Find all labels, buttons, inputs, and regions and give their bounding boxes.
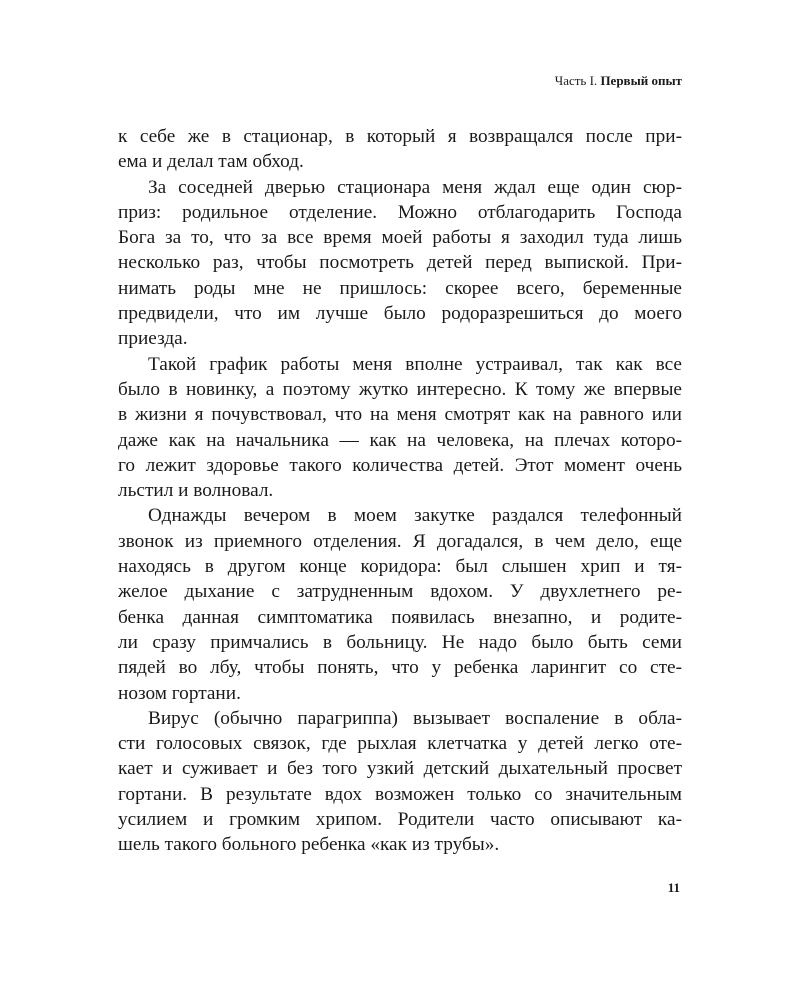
text-line: к себе же в стационар, в который я возвращался после при- xyxy=(118,126,682,147)
text-line: приз: родильное отделение. Можно отблагодарить Господа xyxy=(118,201,682,223)
text-line: Такой график работы меня вполне устраивал, так как все xyxy=(148,353,682,375)
text-line: нимать роды мне не пришлось: скорее всего, беременные xyxy=(118,277,682,299)
text-line: Бога за то, что за все время моей работы я заходил туда лишь xyxy=(118,227,682,249)
text-line: пядей во лбу, чтобы понять, что у ребенка ларингит со сте- xyxy=(118,657,682,679)
text-line: кает и суживает и без того узкий детский дыхательный просвет xyxy=(118,758,682,780)
text-line: приезда. xyxy=(118,328,188,350)
text-line: сти голосовых связок, где рыхлая клетчатка у детей легко оте- xyxy=(118,733,682,755)
text-line: За соседней дверью стационара меня ждал еще один сюр- xyxy=(148,176,682,198)
text-line: ли сразу примчались в больницу. Не надо было быть семи xyxy=(118,631,682,653)
text-line: шель такого больного ребенка «как из трубы». xyxy=(118,834,500,856)
text-line: находясь в другом конце коридора: был слышен хрип и тя- xyxy=(118,556,682,578)
text-line: было в новинку, а поэтому жутко интересно. К тому же впервые xyxy=(118,378,682,400)
running-header xyxy=(555,72,682,90)
part-label: Часть I. xyxy=(554,73,598,88)
text-line: бенка данная симптоматика появилась внезапно, и родите- xyxy=(118,606,682,628)
text-line: Однажды вечером в моем закутке раздался телефонный xyxy=(148,505,682,527)
text-line: нозом гортани. xyxy=(118,682,241,704)
chapter-title: Первый опыт xyxy=(600,73,682,88)
text-line: даже как на начальника — как на человека, на плечах которо- xyxy=(118,429,682,451)
text-line: Вирус (обычно парагриппа) вызывает воспаление в обла- xyxy=(148,707,682,729)
page-number: 11 xyxy=(667,880,680,895)
text-line: предвидели, что им лучше было родоразрешиться до моего xyxy=(118,303,682,325)
text-line: льстил и волновал. xyxy=(118,480,274,502)
text-line: усилием и громким хрипом. Родители часто описывают ка- xyxy=(118,809,682,831)
text-line: в жизни я почувствовал, что на меня смотрят как на равного или xyxy=(118,404,682,426)
text-line: го лежит здоровье такого количества детей. Этот момент очень xyxy=(118,454,682,476)
text-line: звонок из приемного отделения. Я догадался, в чем дело, еще xyxy=(118,530,682,552)
text-line: ема и делал там обход. xyxy=(118,151,304,173)
body-text xyxy=(118,124,682,858)
text-line: гортани. В результате вдох возможен только со значительным xyxy=(118,783,682,805)
text-line: несколько раз, чтобы посмотреть детей перед выпиской. При- xyxy=(118,252,682,274)
text-line: желое дыхание с затрудненным вдохом. У двухлетнего ре- xyxy=(118,581,682,603)
